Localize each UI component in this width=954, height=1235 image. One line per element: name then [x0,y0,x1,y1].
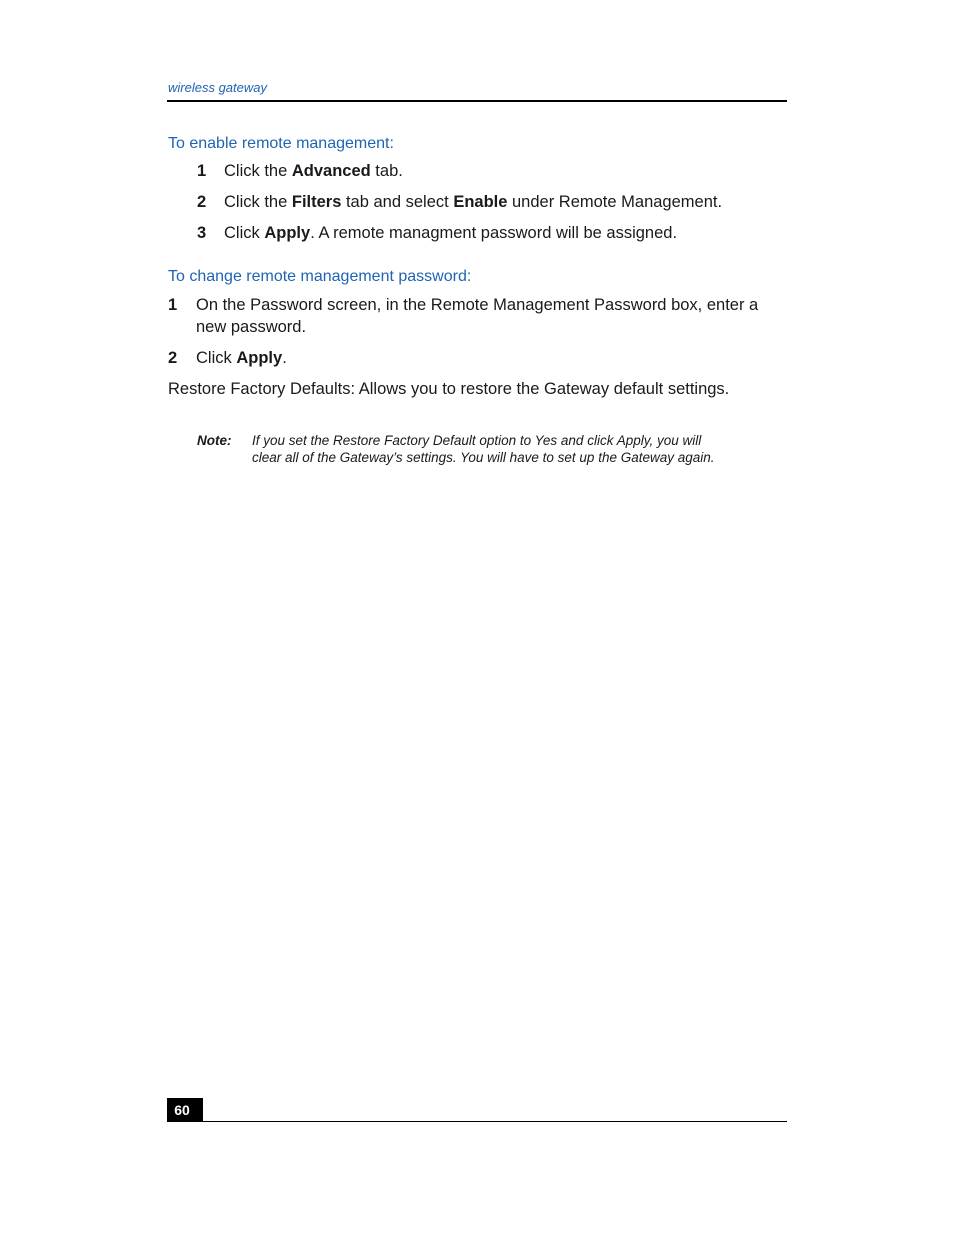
step-number: 2 [197,193,207,211]
header-rule [167,100,787,102]
enable-step-2: Click the Filters tab and select Enable under Remote Management. [224,193,723,211]
enable-step-3: Click Apply. A remote managment password will be assigned. [224,224,678,242]
change-step-2: Click Apply. [196,349,287,367]
page-number: 60 [174,1102,190,1118]
note-text-line-2: clear all of the Gateway’s settings. You will have to set up the Gateway again. [252,450,715,465]
change-step-1-line-2: new password. [196,318,307,336]
footer-rule [203,1121,787,1122]
heading-enable-remote-management: To enable remote management: [168,135,394,152]
note-text-line-1: If you set the Restore Factory Default option to Yes and click Apply, you will [252,433,702,448]
step-number: 3 [197,224,207,242]
running-header: wireless gateway [168,80,267,95]
note-label: Note: [197,433,232,448]
step-number: 2 [168,349,178,367]
step-number: 1 [197,162,207,180]
enable-step-1: Click the Advanced tab. [224,162,403,180]
change-step-1-line-1: On the Password screen, in the Remote Management Password box, enter a [196,296,759,314]
heading-change-password: To change remote management password: [168,268,472,285]
step-number: 1 [168,296,178,314]
restore-defaults-paragraph: Restore Factory Defaults: Allows you to restore the Gateway default settings. [168,380,730,398]
